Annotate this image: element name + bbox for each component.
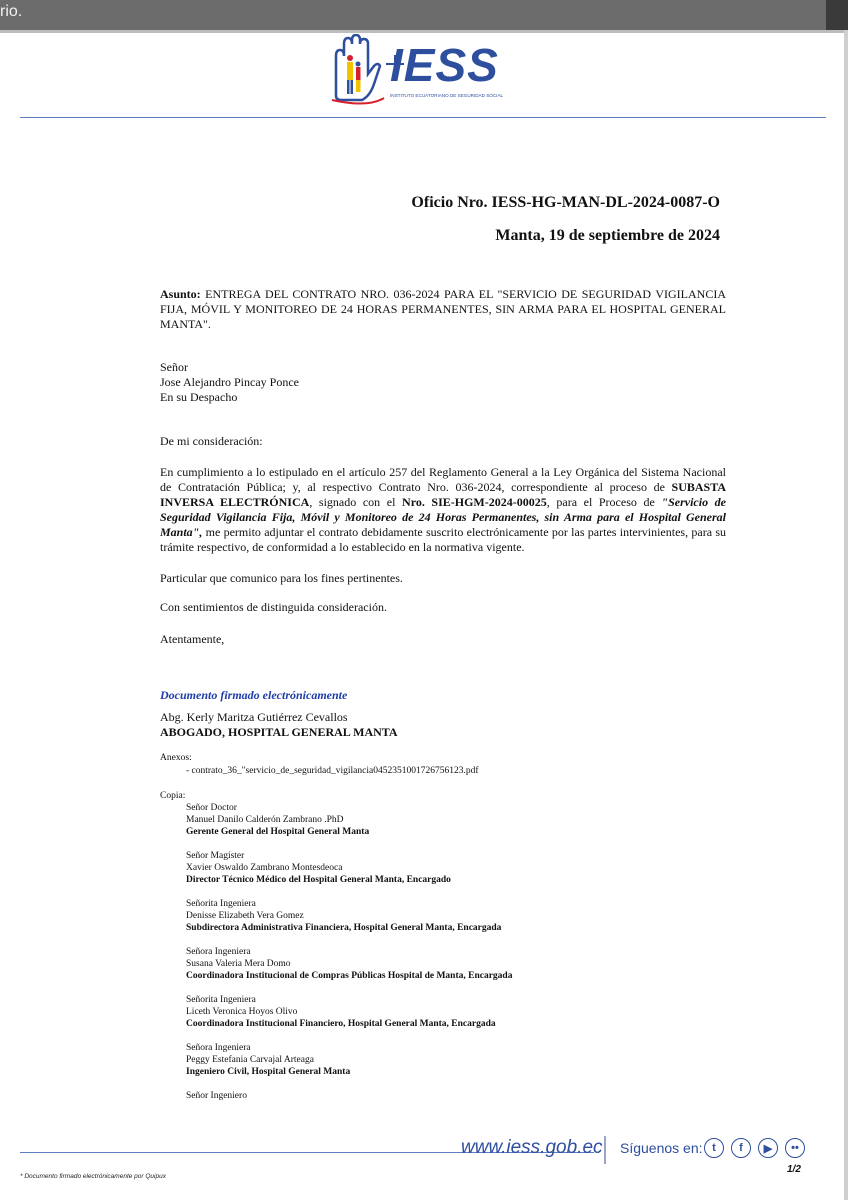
twitter-icon[interactable]: t <box>704 1138 724 1158</box>
youtube-icon[interactable]: ▶ <box>758 1138 778 1158</box>
copia-title: Señorita Ingeniera <box>186 995 256 1005</box>
closing-paragraph-2: Con sentimientos de distinguida consideración. <box>160 600 387 614</box>
copia-title: Señor Magíster <box>186 851 245 861</box>
asunto-paragraph <box>160 287 726 332</box>
viewer-title-fragment: rio. <box>0 3 23 20</box>
copia-title: Señor Doctor <box>186 803 237 813</box>
copia-entry <box>186 850 746 886</box>
facebook-icon[interactable]: f <box>731 1138 751 1158</box>
viewer-scroll-edge <box>826 0 848 30</box>
signer-title: ABOGADO, HOSPITAL GENERAL MANTA <box>160 725 398 739</box>
copia-role: Coordinadora Institucional de Compras Públicas Hospital de Manta, Encargada <box>186 971 513 981</box>
copia-entry <box>186 898 746 934</box>
asunto-text: ENTREGA DEL CONTRATO NRO. 036-2024 PARA EL "SERVICIO DE SEGURIDAD VIGILANCIA FIJA, MÓVIL Y MONITOREO DE 24 HORAS PERMANENTES, SIN ARMA PARA EL HOSPITAL GENERAL MANTA". <box>160 287 726 331</box>
footer-separator <box>604 1136 606 1164</box>
copia-title: Señorita Ingeniera <box>186 899 256 909</box>
header-divider <box>20 117 826 118</box>
footer-website-link[interactable]: www.iess.gob.ec <box>461 1137 603 1158</box>
copia-name: Manuel Danilo Calderón Zambrano .PhD <box>186 815 344 825</box>
recipient-block <box>160 360 726 405</box>
flickr-icon[interactable]: •• <box>785 1138 805 1158</box>
quipux-note: * Documento firmado electrónicamente por Quipux <box>20 1173 166 1180</box>
copia-name: Liceth Veronica Hoyos Olivo <box>186 1007 298 1017</box>
copia-title: Señora Ingeniera <box>186 1043 251 1053</box>
copia-name: Xavier Oswaldo Zambrano Montesdeoca <box>186 863 343 873</box>
copia-role: Director Técnico Médico del Hospital General Manta, Encargado <box>186 875 451 885</box>
iess-logo-tagline: INSTITUTO ECUATORIANO DE SEGURIDAD SOCIAL <box>390 93 504 98</box>
farewell: Atentamente, <box>160 632 225 646</box>
recipient-office: En su Despacho <box>160 390 238 404</box>
copia-title: Señora Ingeniera <box>186 947 251 957</box>
copia-name: Denisse Elizabeth Vera Gomez <box>186 911 304 921</box>
copia-entry <box>186 946 746 982</box>
recipient-title: Señor <box>160 360 188 374</box>
iess-logo <box>328 34 518 106</box>
page-border-right <box>844 30 848 1200</box>
iess-logo-wordmark: IESS <box>390 39 499 91</box>
copia-role: Gerente General del Hospital General Manta <box>186 827 370 837</box>
body-bolditalic: "Servicio de Seguridad Vigilancia Fija, Móvil y Monitoreo de 24 Horas Permanentes, sin Arma para el Hospital General Manta", <box>160 495 727 539</box>
closing-paragraph-1: Particular que comunico para los fines pertinentes. <box>160 571 403 585</box>
oficio-number: Oficio Nro. IESS-HG-MAN-DL-2024-0087-O <box>411 194 720 211</box>
page-border-top <box>0 30 848 33</box>
body-text-1: En cumplimiento a lo estipulado en el artículo 257 del Reglamento General a la Ley Orgánica del Sistema Nacional de Contratación Pública; y, al respectivo Contrato Nro. 036-2024, correspondiente al proceso de <box>160 465 726 494</box>
body-text-2: , signado con el <box>309 495 403 509</box>
copia-role: Ingeniero Civil, Hospital General Manta <box>186 1067 351 1077</box>
copia-role: Coordinadora Institucional Financiero, Hospital General Manta, Encargada <box>186 1019 496 1029</box>
anexos-label: Anexos: <box>160 753 192 763</box>
document-date: Manta, 19 de septiembre de 2024 <box>495 227 720 244</box>
body-paragraph <box>160 465 726 555</box>
greeting: De mi consideración: <box>160 434 263 448</box>
anexo-file: - contrato_36_"servicio_de_seguridad_vigilancia0452351001726756123.pdf <box>186 766 479 776</box>
copia-label: Copia: <box>160 791 186 801</box>
copia-entry <box>186 994 746 1030</box>
asunto-label: Asunto: <box>160 287 201 301</box>
signer-name: Abg. Kerly Maritza Gutiérrez Cevallos <box>160 710 348 724</box>
signature-note: Documento firmado electrónicamente <box>160 688 348 702</box>
body-text-3: , para el Proceso de <box>546 495 662 509</box>
body-bold-2: Nro. SIE-HGM-2024-00025 <box>402 495 547 509</box>
copia-name: Susana Valeria Mera Domo <box>186 959 291 969</box>
body-bold-1: SUBASTA INVERSA ELECTRÓNICA <box>160 480 726 509</box>
recipient-name: Jose Alejandro Pincay Ponce <box>160 375 299 389</box>
body-text-4: me permito adjuntar el contrato debidamente suscrito electrónicamente por las partes intervinientes, para su trámite respectivo, de conformidad a lo establecido en la normativa vigente. <box>160 525 726 554</box>
copia-name: Peggy Estefania Carvajal Arteaga <box>186 1055 314 1065</box>
copia-list <box>186 802 746 1102</box>
page-number: 1/2 <box>787 1164 801 1175</box>
copia-role: Subdirectora Administrativa Financiera, Hospital General Manta, Encargada <box>186 923 502 933</box>
copia-trailing-title: Señor Ingeniero <box>186 1091 247 1101</box>
copia-entry <box>186 1042 746 1078</box>
footer-follow-label: Síguenos en: <box>620 1140 703 1156</box>
viewer-top-bar <box>0 0 848 30</box>
copia-entry <box>186 802 746 838</box>
